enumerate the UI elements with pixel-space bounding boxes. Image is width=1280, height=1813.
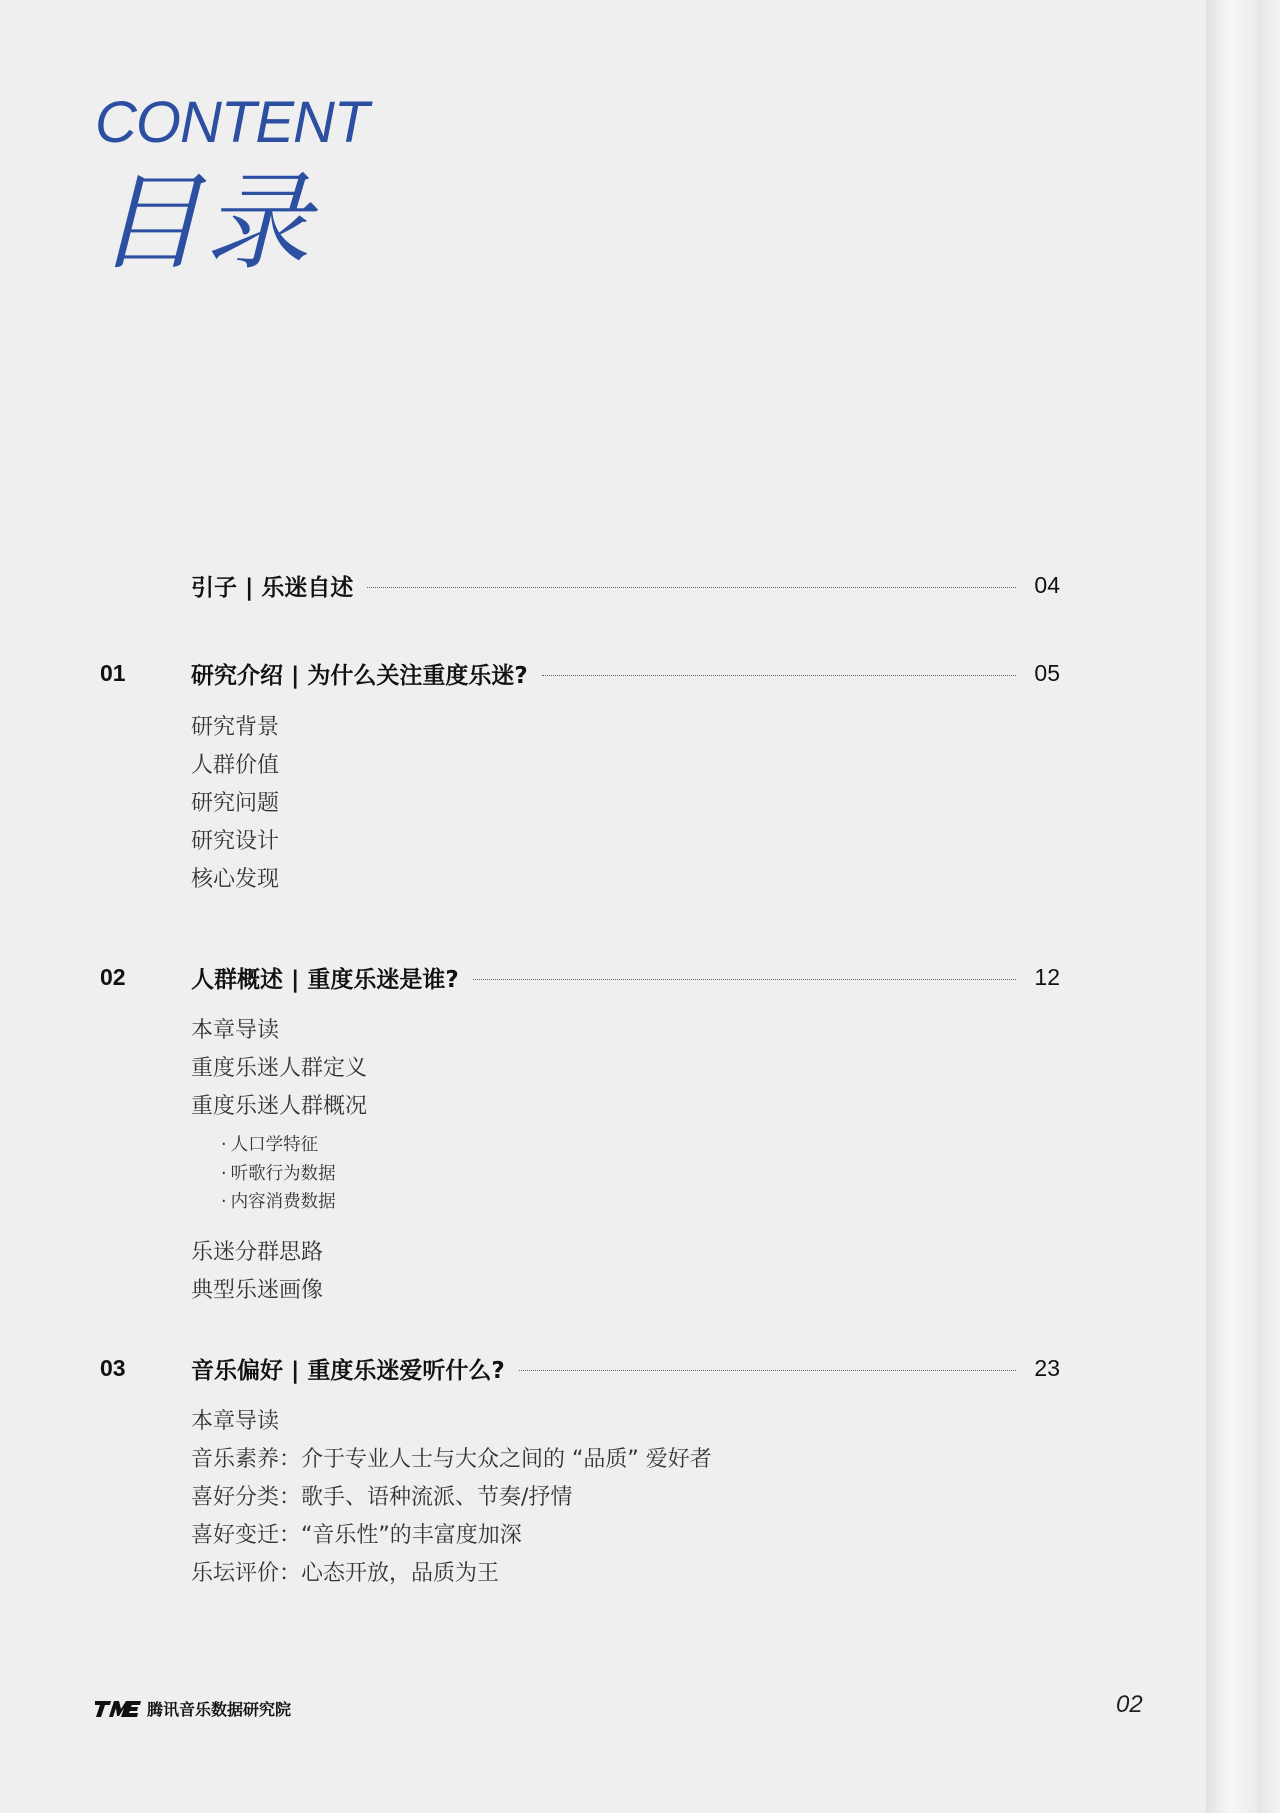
toc-entry-page: 23: [1034, 1354, 1060, 1381]
toc-entry-chapter-03[interactable]: [100, 1351, 1060, 1385]
dot-leader: [367, 587, 1016, 588]
page-edge-shadow: [1230, 0, 1258, 1813]
dot-leader: [473, 979, 1016, 980]
chapter-02-sections-after: [191, 1234, 323, 1310]
toc-section-item[interactable]: 喜好变迁：“音乐性”的丰富度加深: [191, 1523, 522, 1548]
toc-section-item[interactable]: 重度乐迷人群定义: [191, 1056, 368, 1081]
org-name: 腾讯音乐数据研究院: [147, 1700, 292, 1719]
toc-entry-number: 01: [100, 659, 126, 686]
toc-section-item[interactable]: 研究背景: [191, 715, 280, 740]
bullet-dot-icon: ·: [221, 1192, 227, 1212]
toc-subsection-label: 听歌行为数据: [230, 1163, 336, 1184]
toc-entry-page: 05: [1034, 659, 1060, 686]
toc-section-item[interactable]: 音乐素养：介于专业人士与大众之间的 “品质” 爱好者: [191, 1447, 712, 1472]
toc-section-item[interactable]: 本章导读: [191, 1409, 280, 1434]
toc-section-item[interactable]: 喜好分类：歌手、语种流派、节奏/抒情: [191, 1485, 573, 1510]
toc-section-item[interactable]: 乐迷分群思路: [191, 1240, 324, 1265]
toc-entry-page: 12: [1034, 963, 1060, 990]
toc-entry-title: 引子 | 乐迷自述: [191, 574, 354, 601]
toc-entry-page: 04: [1034, 571, 1060, 598]
toc-subsection-label: 内容消费数据: [230, 1192, 336, 1212]
chapter-01-sections: [191, 709, 279, 899]
toc-subsection-item[interactable]: [221, 1160, 336, 1189]
toc-section-item[interactable]: 核心发现: [191, 867, 280, 892]
bullet-dot-icon: ·: [221, 1135, 227, 1155]
page-edge-shadow: [1258, 0, 1280, 1813]
dot-leader: [542, 675, 1016, 676]
toc-entry-title: 人群概述 | 重度乐迷是谁?: [191, 966, 459, 993]
toc-subsection-item[interactable]: [221, 1131, 336, 1160]
page-edge-shadow: [1206, 0, 1230, 1813]
dot-leader: [519, 1370, 1016, 1371]
page-title-en: CONTENT: [95, 90, 369, 155]
toc-entry-chapter-01[interactable]: [100, 656, 1060, 690]
toc-section-item[interactable]: 本章导读: [191, 1018, 280, 1043]
toc-section-item[interactable]: 乐坛评价：心态开放，品质为王: [191, 1561, 500, 1586]
toc-entry-number: 03: [100, 1354, 126, 1381]
toc-subsection-item[interactable]: [221, 1188, 336, 1217]
footer-brand: [95, 1697, 291, 1720]
toc-section-item[interactable]: 典型乐迷画像: [191, 1278, 324, 1303]
toc-entry-title: 音乐偏好 | 重度乐迷爱听什么?: [191, 1357, 505, 1384]
bullet-dot-icon: ·: [221, 1163, 227, 1184]
toc-entry-title: 研究介绍 | 为什么关注重度乐迷?: [191, 662, 528, 689]
page-number: 02: [1116, 1691, 1143, 1718]
toc-section-item[interactable]: 研究设计: [191, 829, 280, 854]
toc-entry-intro[interactable]: [100, 568, 1060, 602]
toc-section-item[interactable]: 研究问题: [191, 791, 280, 816]
chapter-03-sections: [191, 1403, 712, 1593]
toc-section-item[interactable]: 重度乐迷人群概况: [191, 1094, 368, 1119]
page-title-zh: 目录: [96, 161, 312, 284]
toc-section-item[interactable]: 人群价值: [191, 753, 280, 778]
toc-entry-number: 02: [100, 963, 126, 990]
toc-entry-chapter-02[interactable]: [100, 960, 1060, 994]
chapter-02-sections: [191, 1012, 367, 1126]
chapter-02-subsections: [221, 1131, 336, 1217]
toc-subsection-label: 人口学特征: [230, 1135, 319, 1155]
tme-logo-icon: [95, 1698, 141, 1720]
